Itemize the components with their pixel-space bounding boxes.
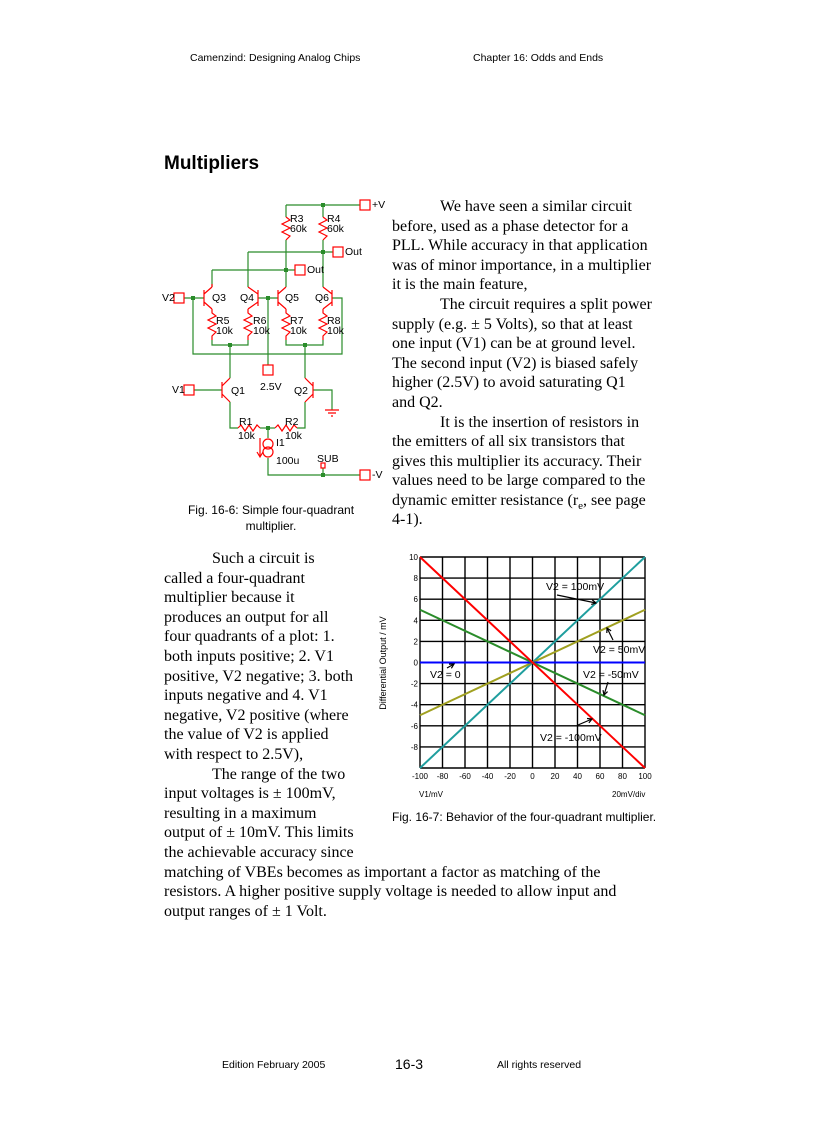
text-line: resulting in a maximum (164, 804, 317, 822)
series-label-50mv: V2 = 50mV (593, 644, 646, 656)
text-line: output ranges of ± 1 Volt. (164, 902, 327, 920)
text-segment: , see page (583, 492, 646, 509)
text-line: was of minor importance, in a multiplier (392, 256, 652, 274)
x-tick-label: 0 (530, 772, 535, 781)
text-line: We have seen a similar circuit (440, 198, 632, 215)
text-line: before, used as a phase detector for a (392, 217, 629, 235)
label-vminus: -V (372, 469, 383, 481)
header-book-title: Camenzind: Designing Analog Chips (190, 52, 361, 64)
label-sub: SUB (317, 453, 339, 465)
label-q1: Q1 (231, 385, 246, 397)
x-tick-label: -100 (411, 772, 429, 781)
x-tick-label: -40 (481, 772, 494, 781)
x-tick-label: 80 (618, 772, 627, 781)
x-tick-label: -60 (459, 772, 471, 781)
text-line: and Q2. (392, 394, 443, 411)
text-line: positive, V2 negative; 3. both (164, 667, 354, 685)
circuit-nodes (191, 203, 325, 477)
text-line: resistors. A higher positive supply voltage is needed to allow input and (164, 883, 617, 901)
y-tick-label: 0 (413, 658, 418, 668)
label-r8: R8 (327, 315, 341, 327)
label-i1-value: 100u (276, 455, 300, 467)
text-line: higher (2.5V) to avoid saturating Q1 (392, 374, 626, 392)
text-line: the achievable accuracy since (164, 844, 354, 861)
text-line: multiplier because it (164, 589, 295, 607)
text-line: It is the insertion of resistors in (440, 413, 640, 431)
figure-16-7-caption: Fig. 16-7: Behavior of the four-quadrant multiplier. (392, 810, 657, 824)
series-label-100mv: V2 = 100mV (546, 581, 605, 593)
text-line: values need to be large compared to the (392, 472, 646, 490)
text-line: negative, V2 positive (where (164, 706, 349, 724)
scale-note: 20mV/div (612, 790, 646, 799)
label-r7-value: 10k (290, 325, 307, 337)
text-line: supply (e.g. ± 5 Volts), so that at least (392, 315, 633, 333)
text-line: gives this multiplier its accuracy. Their (392, 452, 642, 470)
x-tick-label: 20 (550, 772, 560, 781)
x-axis-label: V1/mV (419, 790, 444, 799)
y-axis-label: Differential Output / mV (378, 616, 388, 710)
label-r3-value: 60k (290, 223, 307, 235)
label-2-5v: 2.5V (260, 381, 282, 393)
y-tick-label: 8 (413, 574, 418, 584)
label-q3: Q3 (212, 292, 227, 304)
x-tick-label: -20 (504, 772, 516, 781)
section-title: Multipliers (164, 153, 260, 174)
label-r7: R7 (290, 315, 304, 327)
text-segment: dynamic emitter resistance (r (392, 492, 579, 509)
label-r5: R5 (216, 315, 230, 327)
x-tick-label: 100 (638, 772, 652, 781)
label-r4: R4 (327, 213, 341, 225)
series-label-minus-50mv: V2 = -50mV (583, 669, 639, 681)
text-line: one input (V1) can be at ground level. (392, 335, 636, 353)
multiplier-circuit-diagram (160, 190, 390, 490)
text-line: four quadrants of a plot: 1. (164, 628, 335, 646)
y-tick-label: 2 (413, 637, 418, 647)
label-r8-value: 10k (327, 325, 344, 337)
y-tick-label: 6 (413, 595, 418, 605)
text-line: it is the main feature, (392, 276, 528, 294)
label-r6-value: 10k (253, 325, 270, 337)
label-vplus: +V (372, 199, 386, 211)
right-text-line-subscript (392, 491, 646, 517)
text-line: The second input (V2) is biased safely (392, 354, 639, 372)
text-line: output of ± 10mV. This limits (164, 824, 354, 842)
text-line: PLL. While accuracy in that application (392, 237, 648, 255)
label-r5-value: 10k (216, 325, 233, 337)
figure-16-6-caption-line2: multiplier. (245, 519, 297, 533)
label-v1: V1 (172, 384, 185, 396)
text-line: the emitters of all six transistors that (392, 433, 625, 451)
right-text-last-line: 4-1). (392, 511, 423, 528)
circuit-components (174, 200, 370, 480)
label-v2: V2 (162, 292, 175, 304)
y-tick-label: -2 (410, 679, 418, 689)
footer-rights: All rights reserved (497, 1059, 582, 1071)
label-q5: Q5 (285, 292, 300, 304)
label-r1: R1 (239, 416, 253, 428)
y-tick-label: 4 (413, 616, 418, 626)
series-label-0: V2 = 0 (430, 669, 461, 681)
text-line: The range of the two (212, 765, 346, 783)
label-r2-value: 10k (285, 430, 302, 442)
text-line: the value of V2 is applied (164, 726, 329, 744)
x-tick-label: 40 (573, 772, 582, 781)
subscript-e: e (578, 500, 584, 513)
label-q4: Q4 (240, 292, 255, 304)
y-tick-label: -8 (410, 742, 418, 752)
text-line: produces an output for all (164, 608, 329, 626)
label-r1-value: 10k (238, 430, 255, 442)
text-line: input voltages is ± 100mV, (164, 785, 336, 803)
label-q2: Q2 (294, 385, 309, 397)
header-chapter: Chapter 16: Odds and Ends (473, 52, 604, 64)
y-tick-label: -4 (410, 700, 418, 710)
label-r4-value: 60k (327, 223, 344, 235)
text-line: matching of VBEs becomes as important a factor as matching of the (164, 863, 601, 881)
text-line: called a four-quadrant (164, 569, 305, 587)
y-tick-label: 10 (409, 553, 418, 562)
label-r2: R2 (285, 416, 299, 428)
x-tick-label: -80 (436, 772, 449, 781)
label-i1: I1 (276, 437, 285, 449)
label-r3: R3 (290, 213, 304, 225)
label-q6: Q6 (315, 292, 330, 304)
x-tick-label: 60 (595, 772, 605, 781)
text-line: The circuit requires a split power (440, 296, 652, 313)
text-line: with respect to 2.5V), (164, 746, 304, 763)
figure-16-6-caption-line1: Fig. 16-6: Simple four-quadrant (187, 503, 355, 517)
footer-edition: Edition February 2005 (222, 1059, 326, 1071)
label-out-2: Out (307, 264, 324, 276)
circuit-wires (184, 205, 360, 475)
series-label-minus-100mv: V2 = -100mV (540, 732, 602, 744)
footer-page-number: 16-3 (395, 1056, 424, 1072)
text-line: both inputs positive; 2. V1 (164, 648, 334, 665)
label-r6: R6 (253, 315, 267, 327)
label-out-1: Out (345, 246, 362, 258)
text-line: inputs negative and 4. V1 (164, 687, 328, 705)
y-tick-label: -6 (410, 721, 418, 731)
text-line: Such a circuit is (212, 550, 315, 567)
